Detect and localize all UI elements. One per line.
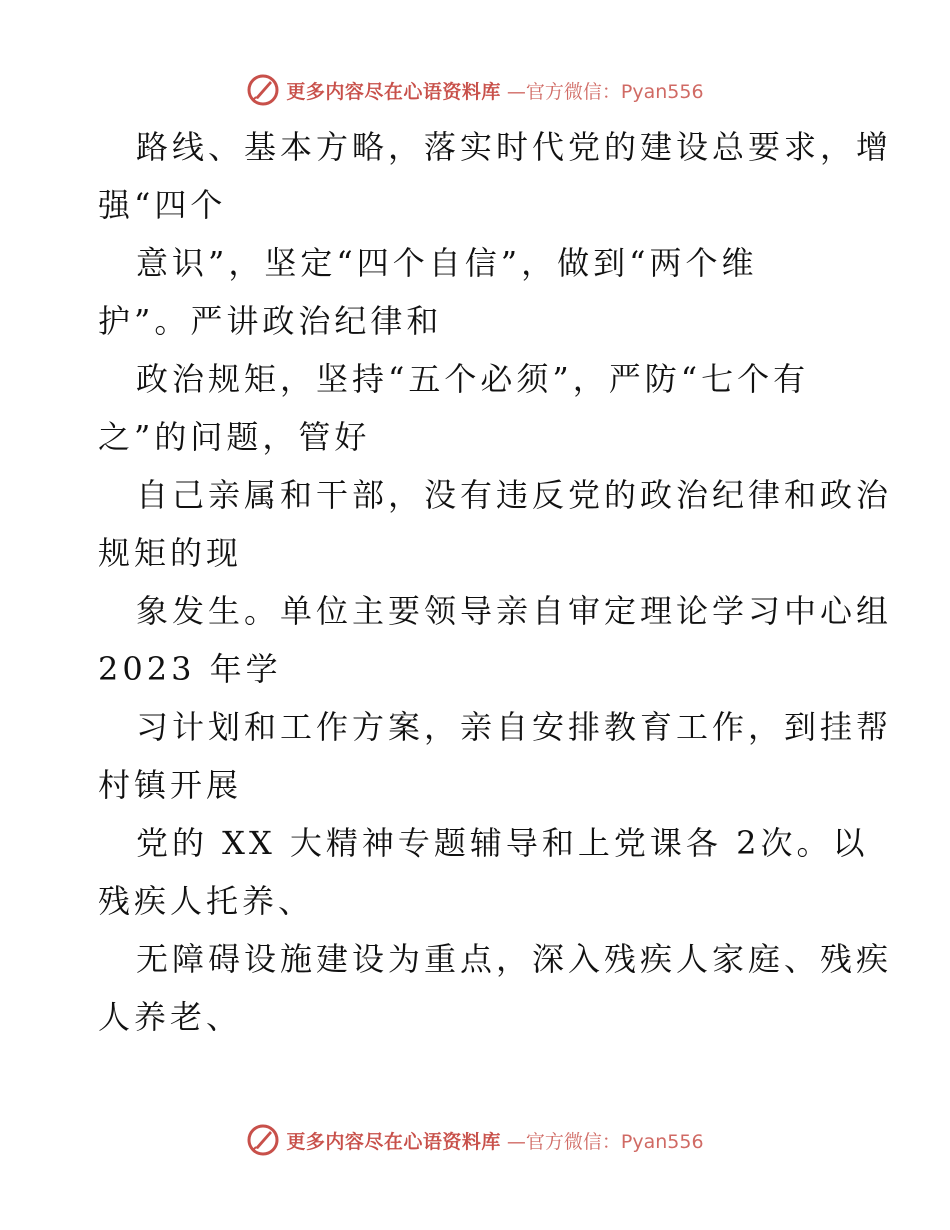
- header-watermark: [0, 70, 950, 110]
- watermark-contact: —官方微信：Pyan556: [506, 80, 704, 103]
- text-line: 村镇开展: [98, 766, 243, 804]
- text-line: 2023 年学: [98, 650, 282, 688]
- text-line: 规矩的现: [98, 534, 243, 572]
- text-line: 无障碍设施建设为重点，深入残疾人家庭、残疾: [136, 940, 893, 978]
- text-line: 强“四个: [98, 186, 227, 224]
- text-line: 残疾人托养、: [98, 882, 315, 920]
- quill-logo-icon: [246, 73, 280, 107]
- text-line: 党的 XX 大精神专题辅导和上党课各 2次。以: [136, 824, 869, 862]
- text-line: 护”。严讲政治纪律和: [98, 302, 443, 340]
- text-line: 习计划和工作方案，亲自安排教育工作，到挂帮: [136, 708, 893, 746]
- watermark-contact: —官方微信：Pyan556: [506, 1130, 704, 1153]
- text-line: 自己亲属和干部，没有违反党的政治纪律和政治: [136, 476, 893, 514]
- watermark-title: 更多内容尽在心语资料库: [286, 80, 501, 103]
- text-line: 之”的问题，管好: [98, 418, 371, 456]
- text-line: 象发生。单位主要领导亲自审定理论学习中心组: [136, 592, 893, 630]
- text-line: 路线、基本方略，落实时代党的建设总要求，增: [136, 128, 893, 166]
- text-line: 政治规矩，坚持“五个必须”，严防“七个有: [136, 360, 810, 398]
- text-line: 人养老、: [98, 998, 243, 1036]
- document-body: [98, 118, 893, 1046]
- text-line: 意识”，坚定“四个自信”，做到“两个维: [136, 244, 758, 282]
- quill-logo-icon: [246, 1123, 280, 1157]
- watermark-title: 更多内容尽在心语资料库: [286, 1130, 501, 1153]
- footer-watermark: [0, 1120, 950, 1160]
